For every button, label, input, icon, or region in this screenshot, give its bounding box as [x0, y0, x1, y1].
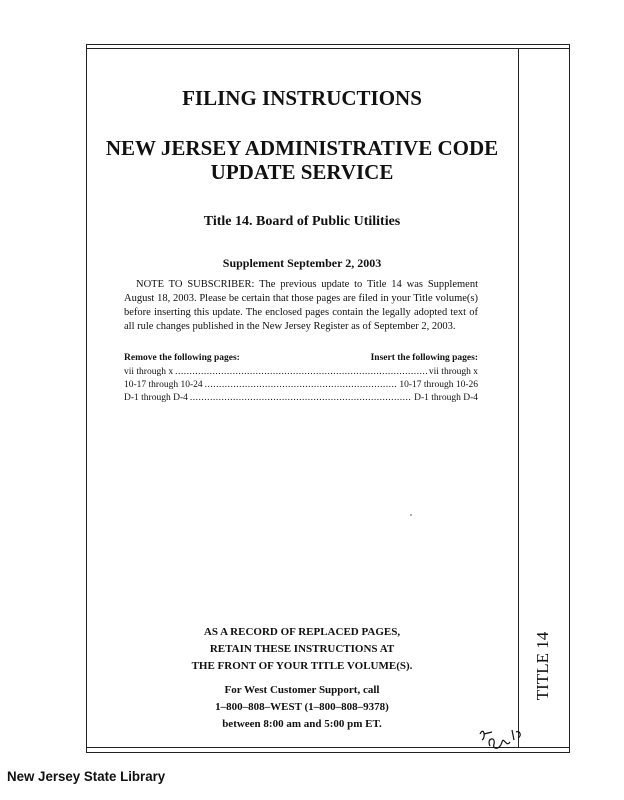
leader-dots	[175, 366, 427, 379]
support-line: between 8:00 am and 5:00 pm ET.	[222, 718, 382, 730]
leader-dots	[190, 392, 412, 405]
record-notice	[90, 624, 514, 675]
supplement-date: Supplement September 2, 2003	[222, 256, 382, 270]
note-to-subscriber	[124, 278, 478, 334]
main-title	[90, 136, 514, 184]
side-divider	[518, 48, 519, 748]
side-tab	[530, 622, 556, 718]
customer-support	[90, 682, 514, 733]
leader-dots	[205, 379, 398, 392]
speck	[410, 514, 412, 516]
record-line: RETAIN THESE INSTRUCTIONS AT	[209, 643, 395, 655]
filing-instructions-heading: FILING INSTRUCTIONS	[182, 86, 422, 110]
title-subtitle: Title 14. Board of Public Utilities	[203, 214, 401, 229]
table-row	[124, 379, 478, 392]
record-line: THE FRONT OF YOUR TITLE VOLUME(S).	[191, 660, 413, 672]
main-title-line1: NEW JERSEY ADMINISTRATIVE CODE	[105, 136, 499, 160]
main-title-line2: UPDATE SERVICE	[210, 160, 394, 184]
insert-pages: D-1 through D-4	[414, 393, 478, 403]
insert-header: Insert the following pages:	[370, 353, 478, 363]
remove-pages: 10-17 through 10-24	[124, 380, 203, 390]
remove-header: Remove the following pages:	[124, 353, 240, 363]
side-tab-label: TITLE 14	[533, 631, 552, 701]
page-table	[124, 366, 478, 405]
support-line: For West Customer Support, call	[224, 684, 380, 696]
table-row	[124, 366, 478, 379]
remove-pages: vii through x	[124, 367, 174, 377]
page-table-headers	[124, 353, 478, 363]
library-stamp: New Jersey State Library	[7, 768, 166, 784]
top-rule	[86, 48, 570, 49]
support-line: 1–800–808–WEST (1–800–808–9378)	[215, 701, 389, 713]
insert-pages: vii through x	[428, 367, 478, 377]
table-row	[124, 392, 478, 405]
record-line: AS A RECORD OF REPLACED PAGES,	[203, 626, 401, 638]
note-text: NOTE TO SUBSCRIBER: The previous update to Title 14 was Supplement August 18, 2003. Please be certain that those pages are filed in your Title volume(s) before inserting this update. The enclosed pages contain the legally adopted text of all rule changes published in the New Jersey Register as of September 2, 2003.	[124, 279, 478, 332]
insert-pages: 10-17 through 10-26	[399, 380, 478, 390]
remove-pages: D-1 through D-4	[124, 393, 188, 403]
handwritten-initials	[476, 724, 524, 752]
